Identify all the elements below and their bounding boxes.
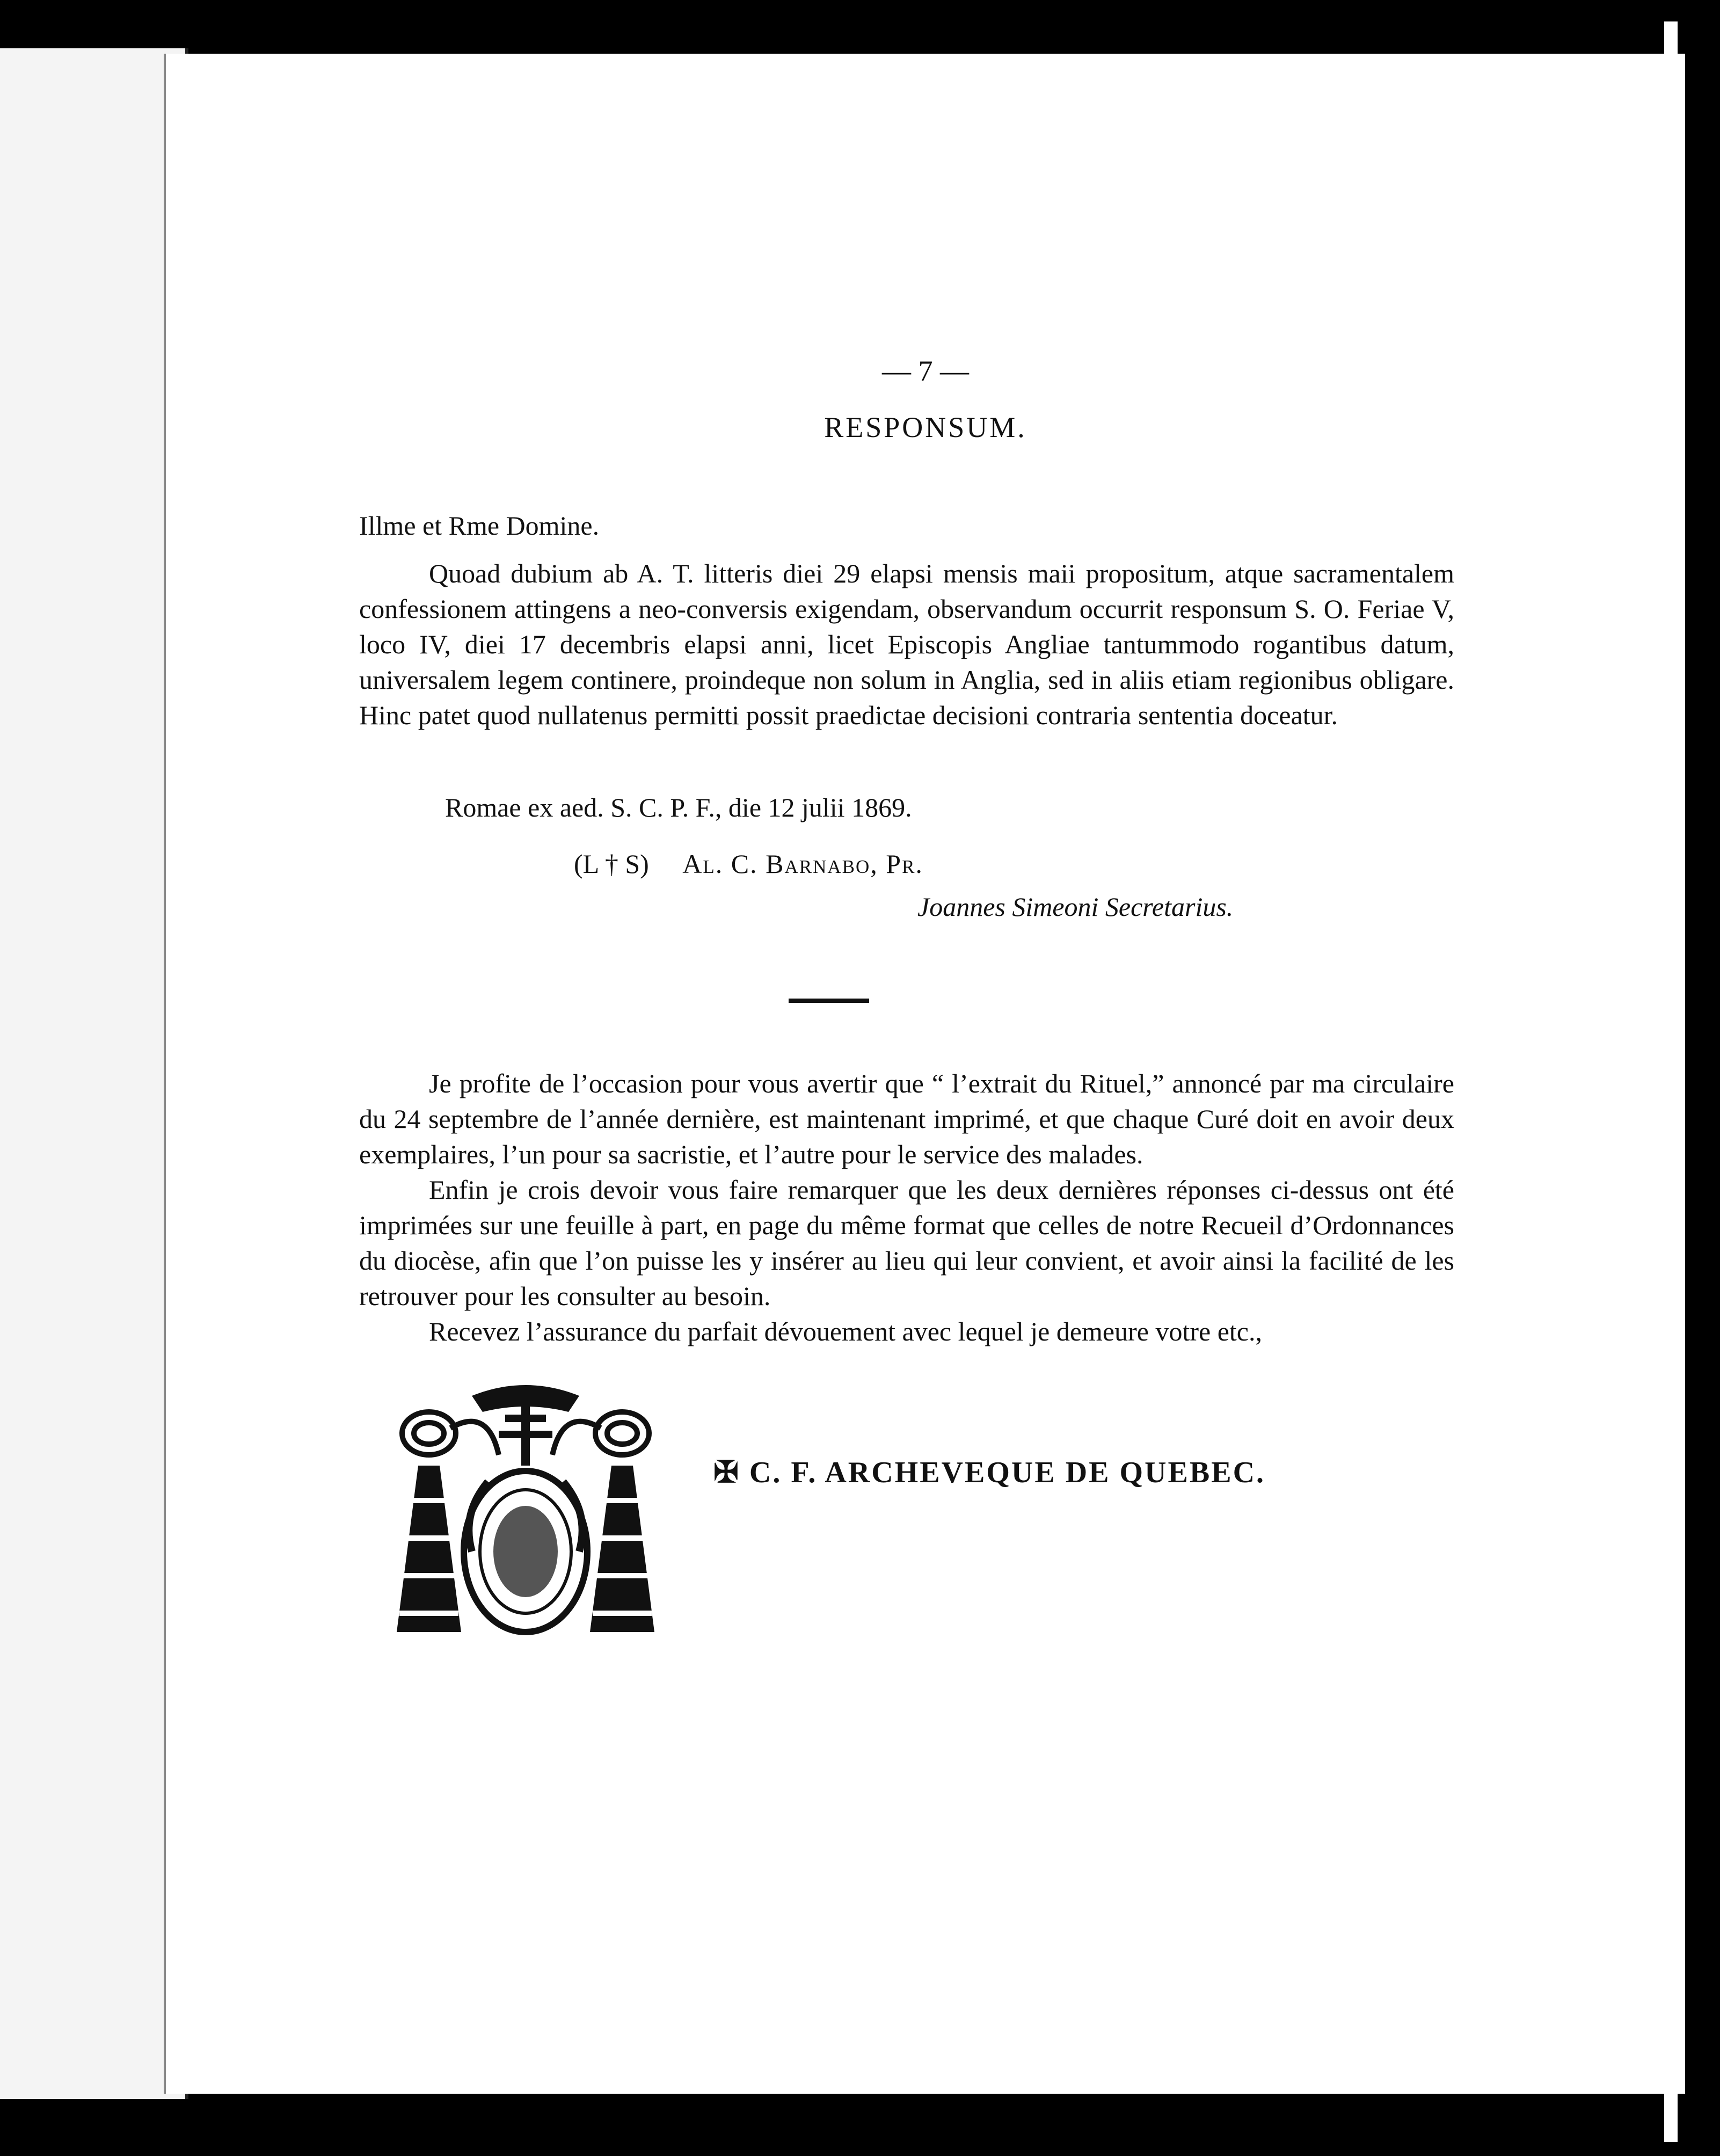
latin-body	[359, 556, 1454, 733]
latin-paragraph: Quoad dubium ab A. T. litteris diei 29 elapsi mensis maii propositum, atque sacramentalem confessionem attingens a neo-conversis exigendam, observandum occurrit responsum S. O. Feriae V, loco IV, diei 17 decembris elapsi anni, licet Episcopis Angliae tantummodo rogantibus datum, universalem legem continere, proindeque non solum in Anglia, sed in aliis etiam regionibus obligare. Hinc patet quod nullatenus permitti possit praedictae decisioni contraria sententia doceatur.	[359, 558, 1454, 730]
date-line: Romae ex aed. S. C. P. F., die 12 julii 1869.	[445, 792, 912, 822]
french-body	[359, 1066, 1454, 1349]
document-page	[164, 54, 1685, 2094]
archiepiscopal-coat-of-arms-icon	[381, 1374, 670, 1664]
seal-line	[574, 848, 923, 879]
secretary-signature: Joannes Simeoni Secretarius.	[917, 892, 1234, 922]
section-divider	[789, 999, 869, 1003]
french-paragraph: Je profite de l’occasion pour vous avertir que “ l’extrait du Rituel,” annoncé par ma circulaire du 24 septembre de l’année dernière, est maintenant imprimé, et que chaque Curé doit en avoir deux exemplaires, l’un pour sa sacristie, et l’autre pour le service des malades.	[359, 1068, 1454, 1169]
page-edge	[1664, 21, 1678, 2142]
french-paragraph: Recevez l’assurance du parfait dévouement avec lequel je demeure votre etc.,	[429, 1316, 1262, 1346]
section-title: RESPONSUM.	[824, 411, 1027, 443]
seal-mark: (L † S)	[574, 849, 649, 879]
page-number: — 7 —	[882, 355, 969, 387]
facing-page-edge	[0, 48, 188, 2099]
archbishop-signature: ✠ C. F. ARCHEVEQUE DE QUEBEC.	[713, 1456, 1266, 1489]
cardinal-signature: Al. C. Barnabo, Pr.	[682, 849, 923, 879]
french-paragraph: Enfin je crois devoir vous faire remarquer que les deux dernières réponses ci-dessus ont été imprimées sur une feuille à part, en page du même format que celles de notre Recueil d’Ordonnances du diocèse, afin que l’on puisse les y insérer au lieu qui leur convient, et avoir ainsi la facilité de les retrouver pour les consulter au besoin.	[359, 1175, 1454, 1311]
salutation: Illme et Rme Domine.	[359, 511, 600, 541]
